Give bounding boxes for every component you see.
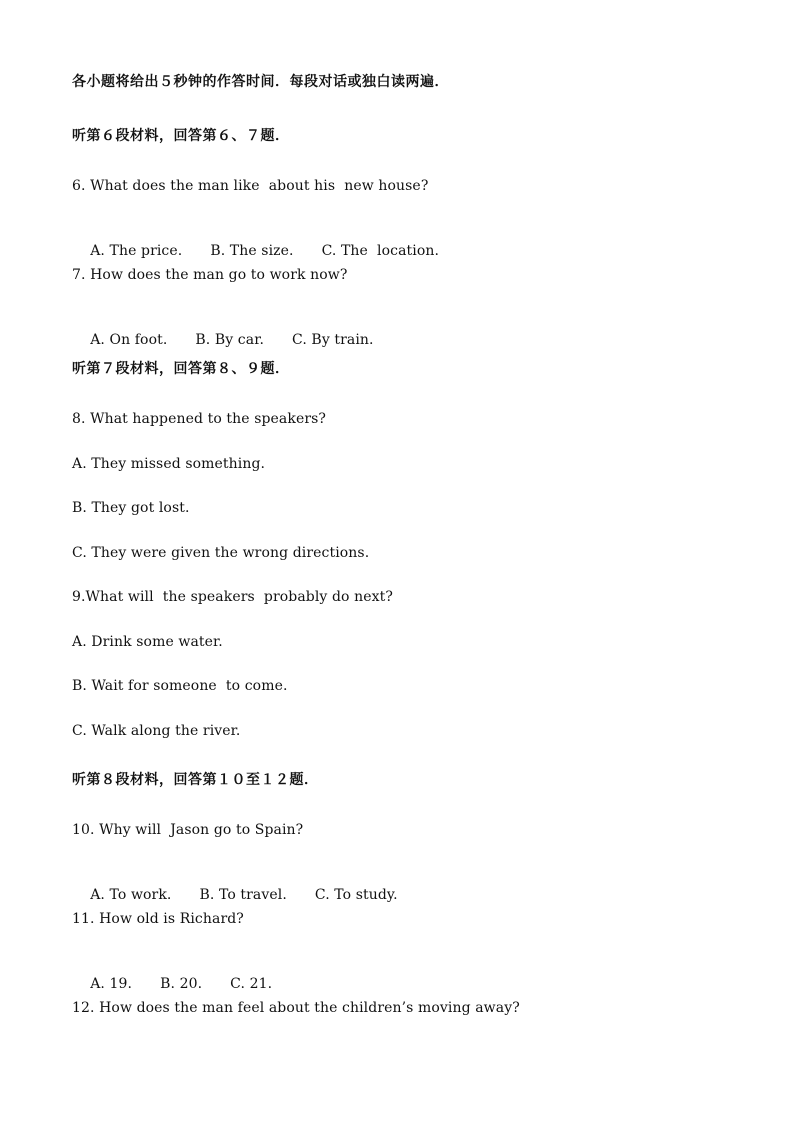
- option-6a: A. The price.: [90, 243, 183, 259]
- instruction-text: 各小题将给出５秒钟的作答时间．每段对话或独白读两遍．: [72, 74, 449, 90]
- question-12: 12. How does the man feel about the children’s moving away?: [72, 1000, 520, 1016]
- option-11c: C. 21.: [230, 976, 273, 992]
- section-heading-8: 听第８段材料，回答第１０至１２题．: [72, 772, 319, 788]
- question-7: 7. How does the man go to work now?: [72, 267, 348, 283]
- option-8c: C. They were given the wrong directions.: [72, 545, 370, 561]
- option-10c: C. To study.: [314, 887, 398, 903]
- option-7a: A. On foot.: [90, 332, 168, 348]
- option-10b: B. To travel.: [199, 887, 287, 903]
- option-7b: B. By car.: [195, 332, 265, 348]
- option-7c: C. By train.: [292, 332, 374, 348]
- question-11: 11. How old is Richard?: [72, 911, 244, 927]
- section-heading-6: 听第６段材料，回答第６、７题．: [72, 128, 290, 144]
- question-9: 9.What will the speakers probably do next?: [72, 589, 393, 605]
- question-10: 10. Why will Jason go to Spain?: [72, 822, 304, 838]
- section-heading-7: 听第７段材料，回答第８、９题．: [72, 361, 290, 377]
- option-9b: B. Wait for someone to come.: [72, 678, 288, 694]
- question-8: 8. What happened to the speakers?: [72, 411, 327, 427]
- question-6: 6. What does the man like about his new house?: [72, 178, 429, 194]
- option-8a: A. They missed something.: [72, 456, 266, 472]
- option-11b: B. 20.: [160, 976, 203, 992]
- option-11a: A. 19.: [90, 976, 133, 992]
- option-6b: B. The size.: [210, 243, 294, 259]
- option-10a: A. To work.: [90, 887, 172, 903]
- option-9a: A. Drink some water.: [72, 634, 223, 650]
- option-9c: C. Walk along the river.: [72, 723, 241, 739]
- option-8b: B. They got lost.: [72, 500, 190, 516]
- option-6c: C. The location.: [321, 243, 440, 259]
